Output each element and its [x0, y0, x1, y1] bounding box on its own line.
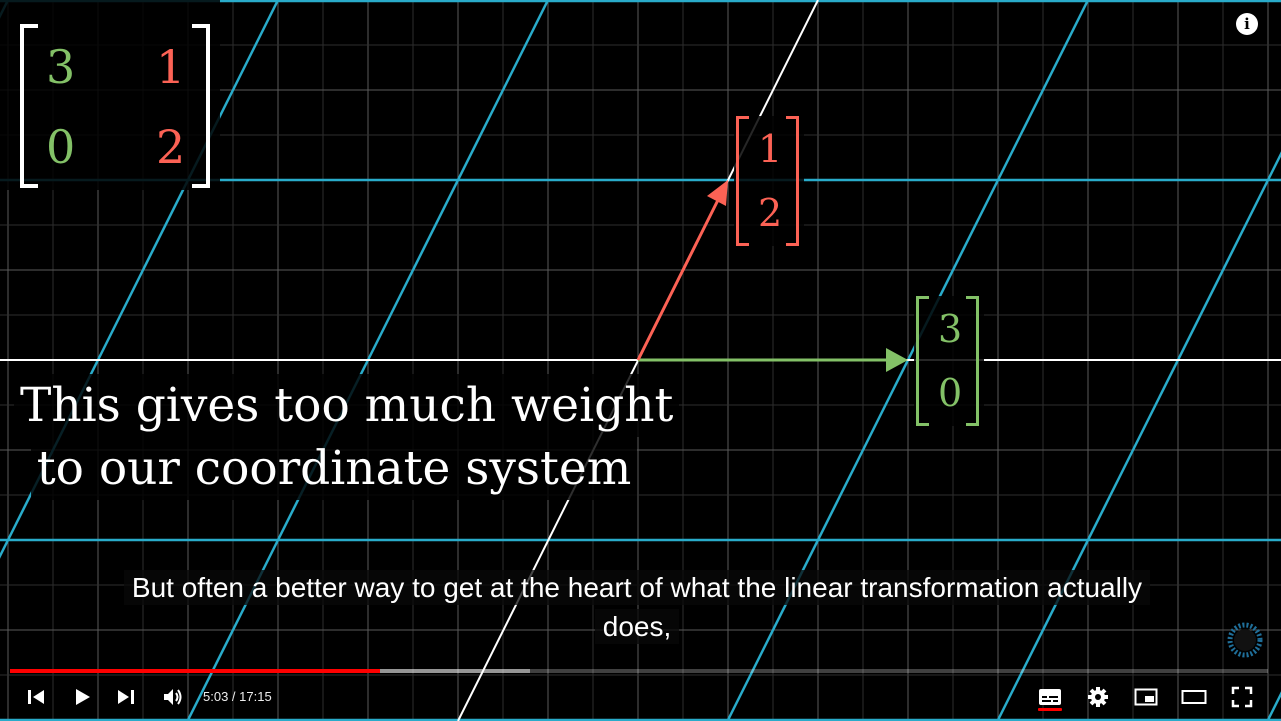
progress-played	[10, 669, 380, 673]
red-vector-label	[734, 116, 804, 246]
play-icon	[72, 687, 92, 707]
subtitles-active-indicator	[1038, 708, 1062, 711]
volume-button[interactable]	[158, 683, 188, 711]
red-vector-x: 1	[758, 127, 783, 171]
slide-caption	[14, 374, 674, 500]
matrix-entry-d: 2	[156, 120, 186, 174]
miniplayer-button[interactable]	[1132, 683, 1160, 711]
settings-button[interactable]	[1084, 683, 1112, 711]
matrix-entry-b: 1	[156, 40, 186, 94]
skip-previous-icon	[26, 687, 46, 707]
next-button[interactable]	[112, 683, 140, 711]
info-icon[interactable]: i	[1236, 13, 1258, 35]
matrix-entry-a: 3	[46, 40, 76, 94]
slide-caption-line-2: to our coordinate system	[31, 437, 638, 500]
red-label-left-bracket	[736, 116, 749, 246]
matrix-display	[0, 0, 220, 190]
fullscreen-button[interactable]	[1228, 683, 1256, 711]
green-label-left-bracket	[916, 296, 929, 426]
progress-bar[interactable]	[10, 669, 1268, 673]
theater-mode-icon	[1181, 687, 1207, 707]
caption-line-1: But often a better way to get at the heart of what the linear transformation actually	[124, 570, 1150, 605]
green-vector-x: 3	[938, 307, 963, 351]
fullscreen-icon	[1231, 686, 1253, 708]
closed-captions	[22, 568, 1252, 646]
gear-icon	[1087, 686, 1109, 708]
caption-line-2: does,	[595, 609, 680, 644]
green-label-right-bracket	[966, 296, 979, 426]
time-display: 5:03 / 17:15	[203, 689, 272, 704]
skip-next-icon	[116, 687, 136, 707]
red-label-right-bracket	[786, 116, 799, 246]
miniplayer-icon	[1134, 687, 1158, 707]
green-vector-label	[914, 296, 984, 426]
matrix-left-bracket	[20, 24, 38, 188]
matrix-right-bracket	[192, 24, 210, 188]
slide-caption-line-1: This gives too much weight	[14, 374, 679, 437]
matrix-entry-c: 0	[46, 120, 76, 174]
green-vector-y: 0	[938, 371, 963, 415]
subtitles-icon	[1038, 687, 1062, 707]
volume-icon	[162, 687, 184, 707]
loading-spinner-icon	[1227, 622, 1263, 658]
subtitles-button[interactable]	[1036, 683, 1064, 711]
red-vector-y: 2	[758, 191, 783, 235]
theater-mode-button[interactable]	[1180, 683, 1208, 711]
play-button[interactable]	[68, 683, 96, 711]
previous-button[interactable]	[22, 683, 50, 711]
